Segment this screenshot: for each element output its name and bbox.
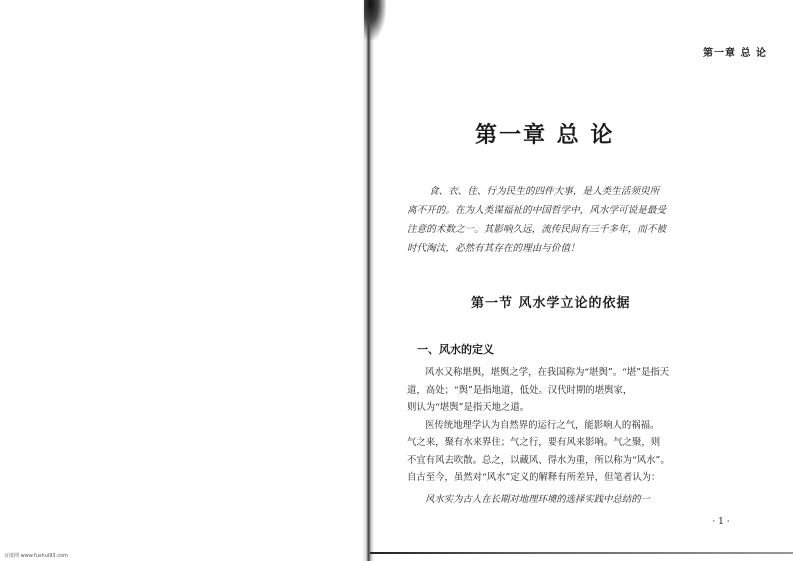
intro-line: 离不开的。在为人类谋福祉的中国哲学中，风水学可说是最受: [407, 205, 667, 216]
right-page: [375, 0, 793, 550]
intro-line: 时代淘汰，必然有其存在的理由与价值！: [407, 243, 580, 254]
subsection-title: 一、风水的定义: [417, 343, 494, 356]
chapter-title: 第一章 总 论: [475, 123, 615, 148]
closing-line: 风水实为古人在长期对地理环境的选择实践中总结的一: [425, 493, 651, 505]
running-head: 第一章 总 论: [703, 48, 767, 59]
body-line: 气之来，聚有水来界住；气之行，要有风来影响。气之聚，则: [407, 437, 661, 448]
body-line: 医传统地理学认为自然界的运行之气，能影响人的祸福。: [425, 419, 660, 431]
body-line: 自古至今，虽然对“风水”定义的解释有所差异，但笔者认为：: [407, 472, 661, 483]
body-line: 则认为“堪舆”是指天地之道。: [407, 402, 530, 413]
intro-line: 注意的术数之一。其影响久远，流传民间有三千多年，而不被: [407, 224, 667, 235]
body-line: 风水又称堪舆，堪舆之学，在我国称为“堪舆”。“堪”是指天: [425, 367, 670, 378]
book-gutter: [362, 0, 374, 561]
scan-bottom-edge: [370, 552, 793, 554]
left-page-blank: [0, 0, 365, 561]
body-line: 不宜有风去吹散。总之，以藏风、得水为重，所以称为“风水”。: [407, 454, 670, 466]
section-title: 第一节 风水学立论的依据: [471, 296, 631, 311]
body-text: [407, 364, 775, 508]
body-line: 道，高处；“舆”是指地道，低处。汉代时期的堪舆家，: [407, 384, 633, 396]
chapter-intro: [407, 182, 767, 258]
intro-line: 食、衣、住、行为民生的四件大事，是人类生活须臾所: [429, 186, 660, 197]
page-number: · 1 ·: [712, 517, 730, 527]
watermark: 百度网 www.fushui93.com: [4, 553, 68, 559]
